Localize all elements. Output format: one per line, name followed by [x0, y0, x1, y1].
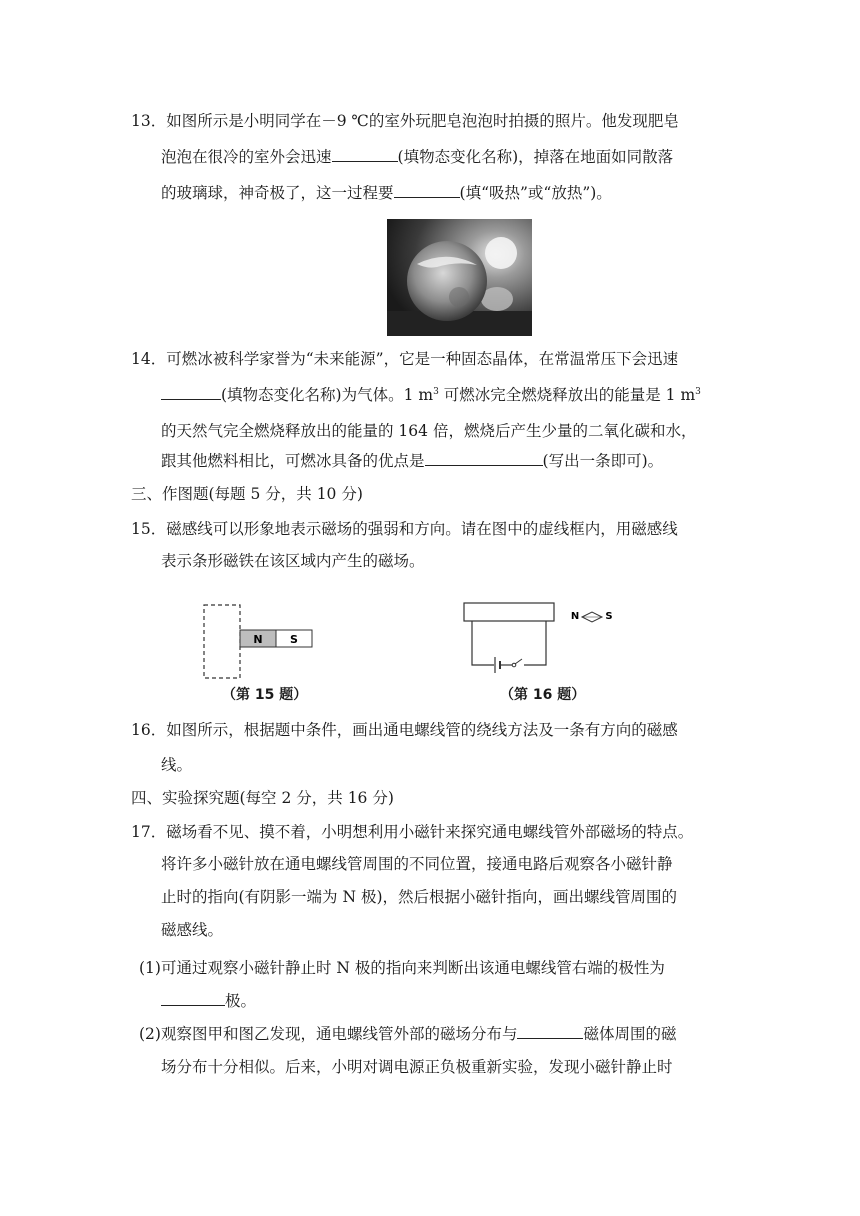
needle-n-label: N [570, 611, 580, 622]
answer-blank[interactable] [425, 450, 543, 466]
needle-s-label: S [605, 611, 613, 622]
q17-text: 极。 [225, 992, 257, 1010]
q13-line-1: 13．如图所示是小明同学在－9 ℃的室外玩肥皂泡泡时拍摄的照片。他发现肥皂 [131, 112, 679, 130]
q14-text: 可燃冰完全燃烧释放出的能量是 1 m [438, 386, 696, 404]
q17-part-1-line-1: (1)可通过观察小磁针静止时 N 极的指向来判断出该通电螺线管右端的极性为 [139, 959, 665, 977]
q17-text: (2)观察图甲和图乙发现，通电螺线管外部的磁场分布与 [139, 1025, 518, 1043]
solenoid [464, 603, 554, 621]
answer-blank[interactable] [161, 384, 221, 400]
answer-blank[interactable] [332, 146, 398, 162]
q17-part-1-line-2 [161, 990, 256, 1012]
q16-line-2: 线。 [161, 756, 193, 774]
fig15-caption: （第 15 题） [222, 687, 308, 703]
q14-line-1: 14．可燃冰被科学家誉为“未来能源”，它是一种固态晶体，在常温常压下会迅速 [131, 350, 679, 368]
q17-part-2-line-1 [139, 1023, 676, 1045]
q13-text: (填“吸热”或“放热”)。 [459, 184, 612, 202]
q14-text: (写出一条即可)。 [542, 452, 664, 470]
section-4-heading: 四、实验探究题(每空 2 分，共 16 分) [131, 789, 394, 807]
s-label: S [290, 633, 298, 646]
n-label: N [253, 633, 263, 646]
q17-line-3: 止时的指向(有阴影一端为 N 极)，然后根据小磁针指向，画出螺线管周围的 [161, 888, 678, 906]
q17-line-4: 磁感线。 [161, 921, 224, 939]
q15-line-2: 表示条形磁铁在该区域内产生的磁场。 [161, 552, 425, 570]
answer-blank[interactable] [394, 182, 460, 198]
circuit-wire [472, 621, 494, 665]
answer-blank[interactable] [517, 1023, 583, 1039]
frozen-bubble-photo [387, 219, 532, 336]
q13-text: (填物态变化名称)，掉落在地面如同散落 [397, 148, 674, 166]
q13-text: 的玻璃球，神奇极了，这一过程要 [161, 184, 394, 202]
answer-blank[interactable] [161, 990, 225, 1006]
section-3-heading: 三、作图题(每题 5 分，共 10 分) [131, 485, 363, 503]
q14-text: 跟其他燃料相比，可燃冰具备的优点是 [161, 452, 425, 470]
q16-line-1: 16．如图所示，根据题中条件，画出通电螺线管的绕线方法及一条有方向的磁感 [131, 721, 678, 739]
q13-text: 泡泡在很冷的室外会迅速 [161, 148, 332, 166]
q14-text: (填物态变化名称)为气体。1 m [221, 386, 434, 404]
switch-lever [515, 659, 522, 664]
superscript: 3 [695, 387, 701, 397]
fig16-caption: （第 16 题） [500, 687, 586, 703]
q14-line-2 [161, 384, 701, 406]
dashed-box[interactable] [204, 605, 240, 678]
q17-line-1: 17．磁场看不见、摸不着，小明想利用小磁针来探究通电螺线管外部磁场的特点。 [131, 823, 694, 841]
q17-line-2: 将许多小磁针放在通电螺线管周围的不同位置，接通电路后观察各小磁针静 [161, 855, 673, 873]
q13-line-2 [161, 146, 673, 168]
q13-line-3 [161, 182, 612, 204]
bar-magnet-figure [200, 603, 320, 683]
q17-text: 磁体周围的磁 [583, 1025, 677, 1043]
q14-line-3: 的天然气完全燃烧释放出的能量的 164 倍，燃烧后产生少量的二氧化碳和水， [161, 422, 697, 440]
q15-line-1: 15．磁感线可以形象地表示磁场的强弱和方向。请在图中的虚线框内，用磁感线 [131, 520, 678, 538]
q14-line-4 [161, 450, 663, 472]
superscript: 3 [433, 387, 439, 397]
q17-part-2-line-2: 场分布十分相似。后来，小明对调电源正负极重新实验，发现小磁针静止时 [161, 1058, 673, 1076]
circuit-wire [524, 621, 546, 665]
solenoid-circuit-figure [458, 597, 638, 677]
